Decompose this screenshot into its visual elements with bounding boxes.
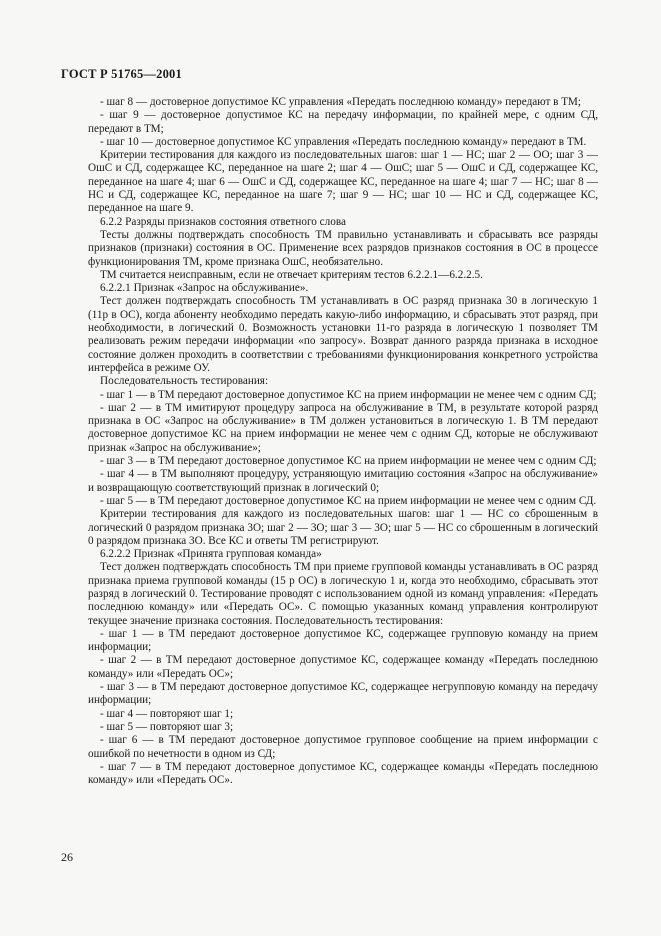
paragraph: Тесты должны подтверждать способность ТМ правильно устанавливать и сбрасывать все разряды признаков (признаки) состояния в ОС. Применение всех разрядов признаков состояния в ОС в процессе функционирования ТМ, кроме признака ОшС, необязательно. [88,228,598,268]
paragraph: Тест должен подтверждать способность ТМ при приеме групповой команды устанавливать в ОС разряд признака приема групповой команды (15 р ОС) в логическую 1 и, когда это необходимо, сбрасывать этот разряд в логический 0. Тестирование проводят с использованием одной из команд управления: «Передать последнюю команду» или «Передать ОС». С помощью указанных команд управления контролируют текущее значение признака состояния. Последовательность тестирования: [88,561,598,627]
page-number: 26 [61,850,73,864]
section-heading: 6.2.2.1 Признак «Запрос на обслуживание». [100,282,309,295]
paragraph: Критерии тестирования для каждого из последовательных шагов: шаг 1 — НС; шаг 2 — ОО; шаг 3 — ОшС и СД, содержащее КС, переданное на шаге 2; шаг 4 — ОшС; шаг 5 — ОшС и СД, содержащее КС, переданное на шаге 4; шаг 6 — ОшС и СД, содержащее КС, переданное на шаге 4; шаг 7 — НС; шаг 8 — НС и СД, содержащее КС, переданное на шаге 7; шаг 9 — НС; шаг 10 — НС и СД, содержащее КС, переданное на шаге 9. [88,149,598,215]
paragraph: - шаг 1 — в ТМ передают достоверное допустимое КС на прием информации не менее чем с одним СД; [100,388,597,401]
paragraph: - шаг 2 — в ТМ передают достоверное допустимое КС, содержащее команду «Передать последнюю команду» или «Передать ОС»; [88,654,598,680]
standard-header: ГОСТ Р 51765—2001 [61,67,182,81]
paragraph: - шаг 7 — в ТМ передают достоверное допустимое КС, содержащее команды «Передать последнюю команду» или «Передать ОС». [88,760,598,787]
paragraph: - шаг 1 — в ТМ передают достоверное допустимое КС, содержащее групповую команду на прием информации; [88,627,598,654]
paragraph: - шаг 6 — в ТМ передают достоверное допустимое групповое сообщение на прием информации с ошибкой по нечетности в одном из СД; [88,734,598,760]
paragraph: - шаг 3 — в ТМ передают достоверное допустимое КС, содержащее негрупповую команду на передачу информации; [88,681,598,707]
paragraph: - шаг 10 — достоверное допустимое КС управления «Передать последнюю команду» передают в ТМ. [100,135,587,148]
paragraph: - шаг 2 — в ТМ имитируют процедуру запроса на обслуживание в ТМ, в результате которой разряд признака в ОС «Запрос на обслуживание» в ТМ должен установиться в логическую 1. В ТМ передают достоверное допустимое КС на прием информации не менее чем с одним СД, которые не обслуживают признак «Запрос на обслуживание»; [88,401,598,454]
paragraph: - шаг 4 — повторяют шаг 1; [100,707,234,720]
paragraph: - шаг 5 — повторяют шаг 3; [100,720,234,733]
paragraph: - шаг 5 — в ТМ передают достоверное допустимое КС на прием информации не менее чем с одним СД. [100,494,597,507]
paragraph: - шаг 3 — в ТМ передают достоверное допустимое КС на прием информации не менее чем с одним СД; [100,455,597,468]
section-heading: 6.2.2 Разряды признаков состояния ответного слова [100,215,346,228]
paragraph: Последовательность тестирования: [100,375,269,388]
paragraph: Тест должен подтверждать способность ТМ устанавливать в ОС разряд признака 30 в логическую 1 (11р в ОС), когда абоненту необходимо передать какую-либо информацию, и сбрасывать этот разряд, при необходимости, в логический 0. Возможность установки 11-го разряда в логическую 1 позволяет ТМ реализовать режим передачи информации «по запросу». Возврат данного разряда признака в исходное состояние должен проходить в соответствии с требованиями функционирования конкретного устройства интерфейса в режиме ОУ. [88,295,598,374]
section-heading: 6.2.2.2 Признак «Принята групповая команда» [100,548,322,561]
paragraph: - шаг 4 — в ТМ выполняют процедуру, устраняющую имитацию состояния «Запрос на обслуживание» и возвращающую соответствующий признак в логический 0; [88,468,598,494]
paragraph: Критерии тестирования для каждого из последовательных шагов: шаг 1 — НС со сброшенным в логический 0 разрядом признака 3О; шаг 2 — 3О; шаг 3 — 3О; шаг 5 — НС со сброшенным в логический 0 разрядом признака 3О. Все КС и ответы ТМ регистрируют. [88,508,598,547]
paragraph: ТМ считается неисправным, если не отвечает критериям тестов 6.2.2.1—6.2.2.5. [100,268,483,281]
paragraph: - шаг 8 — достоверное допустимое КС управления «Передать последнюю команду» передают в ТМ; [100,96,581,108]
paragraph: - шаг 9 — достоверное допустимое КС на передачу информации, по крайней мере, с одним СД, передают в ТМ; [88,109,598,135]
document-body [88,96,598,787]
